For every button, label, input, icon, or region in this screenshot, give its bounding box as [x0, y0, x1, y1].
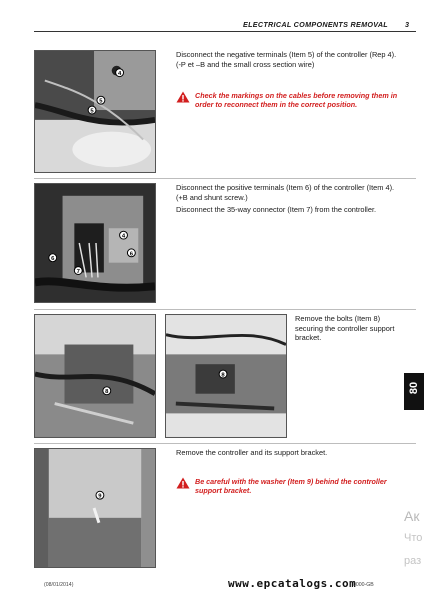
- overlay-text: Что: [404, 532, 423, 544]
- photo-support-bracket-bolts-2: [165, 314, 287, 438]
- photo-controller-negative-terminals: [34, 50, 156, 173]
- page-number: 3: [405, 20, 409, 29]
- svg-text:5: 5: [99, 98, 103, 105]
- callout-3: [88, 106, 96, 114]
- callout-1: [120, 231, 128, 239]
- header-rule: [34, 31, 416, 32]
- separator: [34, 178, 416, 179]
- warning-icon: [176, 91, 190, 103]
- footer-reference: 0000-GB: [353, 582, 374, 588]
- callout-3: [127, 249, 135, 257]
- svg-text:9: 9: [98, 493, 102, 500]
- step-3-text: [295, 314, 398, 346]
- callout-1: [103, 387, 111, 395]
- callout-1: [219, 370, 227, 378]
- overlay-text: Ак: [404, 508, 420, 524]
- separator: [34, 443, 416, 444]
- step-3-instruction: Remove the bolts (Item 8) securing the controller support bracket.: [295, 314, 395, 343]
- step-2-instruction-2: Disconnect the 35-way connector (Item 7) from the controller.: [176, 205, 377, 215]
- warning-text: Be careful with the washer (Item 9) behind the controller support bracket.: [195, 477, 387, 496]
- callout-1: [96, 491, 104, 499]
- photo-drawing: [35, 315, 155, 437]
- photo-drawing: [35, 184, 155, 302]
- warning-icon: [176, 477, 190, 489]
- step-1-text: [176, 50, 398, 72]
- watermark: www.epcatalogs.com: [228, 577, 357, 590]
- section-tab: 80: [404, 373, 424, 410]
- svg-text:5: 5: [90, 108, 94, 115]
- svg-text:7: 7: [76, 268, 80, 275]
- svg-text:4: 4: [117, 71, 122, 78]
- svg-text:8: 8: [221, 372, 225, 379]
- step-1-instruction: Disconnect the negative terminals (Item 5) of the controller (Rep 4). (-P et –B and the small cross section wire): [176, 50, 397, 69]
- svg-text:4: 4: [121, 233, 126, 240]
- callout-2: [49, 254, 57, 262]
- photo-drawing: [35, 449, 155, 567]
- step-2-instruction: Disconnect the positive terminals (Item 6) of the controller (Item 4). (+B and shunt screw.): [176, 183, 395, 202]
- separator: [34, 309, 416, 310]
- step-4-text: [176, 448, 398, 461]
- footer-date: (08/01/2014): [44, 582, 74, 588]
- photo-support-bracket-bolts-1: [34, 314, 156, 438]
- photo-controller-removed: [34, 448, 156, 568]
- svg-text:6: 6: [129, 251, 134, 258]
- step-2-text: [176, 183, 398, 218]
- callout-4: [74, 267, 82, 275]
- warning-text: Check the markings on the cables before removing them in order to reconnect them in the correct position.: [195, 91, 398, 110]
- photo-controller-positive-terminals: [34, 183, 156, 303]
- photo-drawing: [166, 315, 286, 437]
- step-4-warning: [176, 477, 398, 495]
- svg-text:6: 6: [51, 256, 55, 263]
- callout-1: [116, 69, 124, 77]
- section-title: ELECTRICAL COMPONENTS REMOVAL: [243, 20, 388, 29]
- step-4-instruction: Remove the controller and its support bracket.: [176, 448, 328, 457]
- photo-drawing: [35, 51, 155, 172]
- callout-2: [97, 96, 105, 104]
- step-1-warning: [176, 91, 398, 109]
- svg-text:8: 8: [105, 389, 109, 396]
- overlay-text: раз: [404, 555, 422, 567]
